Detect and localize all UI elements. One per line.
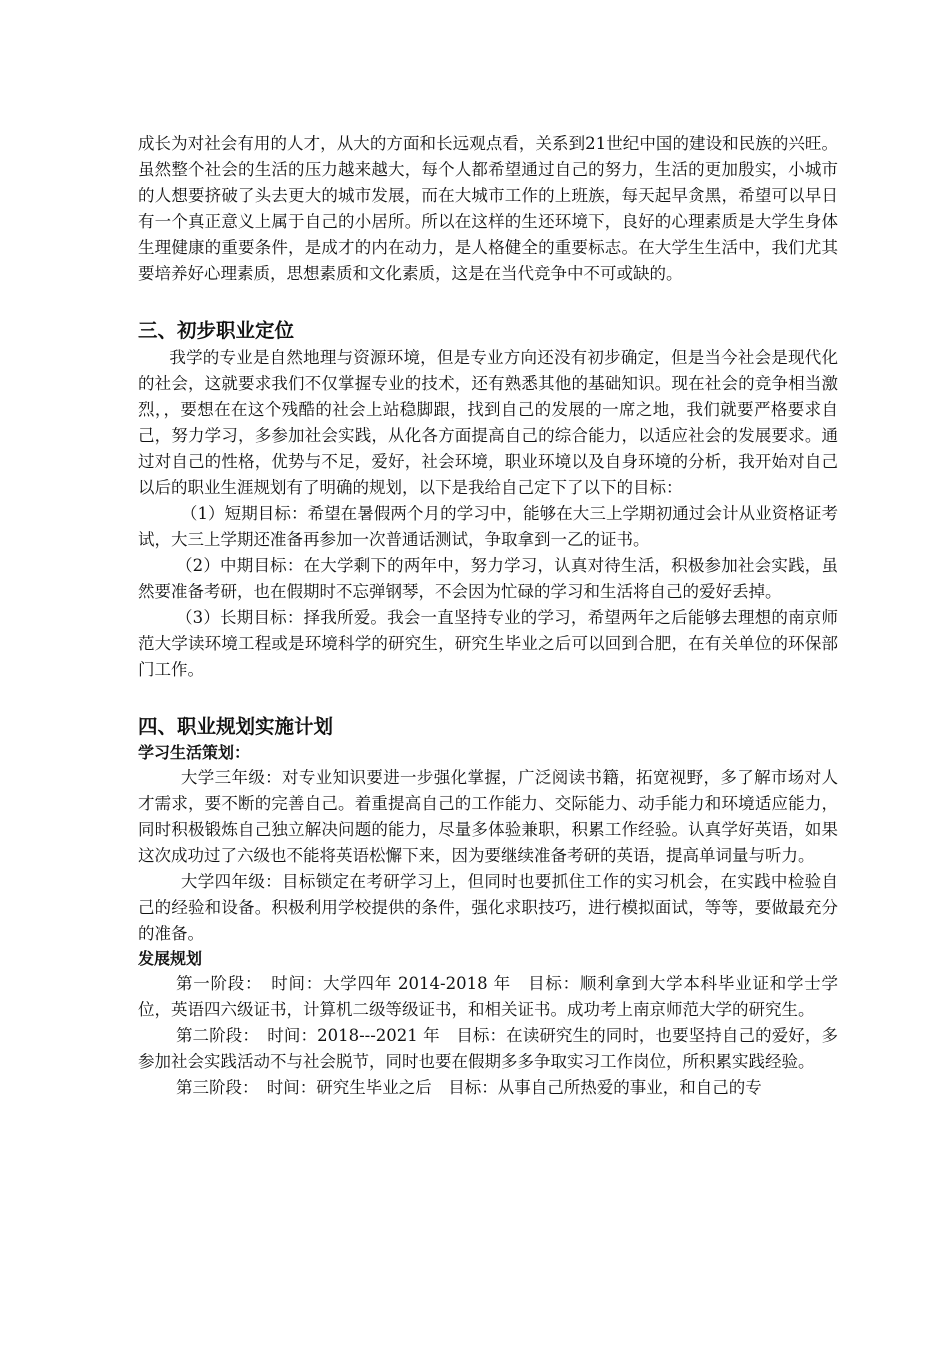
stage-three: 第三阶段： 时间：研究生毕业之后 目标：从事自己所热爱的事业，和自己的专 — [175, 1078, 762, 1097]
document-page — [138, 131, 838, 1101]
subheading-development-plan: 发展规划 — [138, 949, 203, 968]
year-three-plan: 大学三年级：对专业知识要进一步强化掌握，广泛阅读书籍，拓宽视野，多了解市场对人才需求，要不断的完善自己。着重提高自己的工作能力、交际能力、动手能力和环境适应能力，同时积极锻炼自己独立解决问题的能力，尽量多体验兼职，积累工作经验。认真学好英语，如果这次成功过了六级也不能将英语松懈下来，因为要继续准备考研的英语，提高单词量与听力。 — [138, 768, 838, 865]
long-term-goal: （3）长期目标：择我所爱。我会一直坚持专业的学习，希望两年之后能够去理想的南京师范大学读环境工程或是环境科学的研究生，研究生毕业之后可以回到合肥，在有关单位的环保部门工作。 — [138, 608, 838, 679]
stage-two: 第二阶段： 时间：2018---2021 年 目标：在读研究生的同时，也要坚持自己的爱好，多参加社会实践活动不与社会脱节，同时也要在假期多多争取实习工作岗位，所积累实践经验。 — [138, 1026, 838, 1071]
year-four-plan: 大学四年级：目标锁定在考研学习上，但同时也要抓住工作的实习机会，在实践中检验自己的经验和设备。积极利用学校提供的条件，强化求职技巧，进行模拟面试，等等，要做最充分的准备。 — [138, 872, 838, 943]
mid-term-goal: （2）中期目标：在大学剩下的两年中，努力学习，认真对待生活，积极参加社会实践，虽然要准备考研，也在假期时不忘弹钢琴，不会因为忙碌的学习和生活将自己的爱好丢掉。 — [138, 556, 838, 601]
section-heading-implementation-plan: 四、职业规划实施计划 — [138, 715, 334, 738]
intro-paragraph: 成长为对社会有用的人才，从大的方面和长远观点看，关系到21世纪中国的建设和民族的兴旺。虽然整个社会的生活的压力越来越大，每个人都希望通过自己的努力，生活的更加殷实，小城市的人想要挤破了头去更大的城市发展，而在大城市工作的上班族，每天起早贪黑，希望可以早日有一个真正意义上属于自己的小居所。所以在这样的生还环境下，良好的心理素质是大学生身体生理健康的重要条件，是成才的内在动力，是人格健全的重要标志。在大学生生活中，我们尤其要培养好心理素质，思想素质和文化素质，这是在当代竞争中不可或缺的。 — [138, 134, 838, 283]
stage-one: 第一阶段： 时间：大学四年 2014-2018 年 目标：顺利拿到大学本科毕业证和学士学位，英语四六级证书，计算机二级等级证书，和相关证书。成功考上南京师范大学的研究生。 — [138, 974, 838, 1019]
career-positioning-paragraph: 我学的专业是自然地理与资源环境，但是专业方向还没有初步确定，但是当今社会是现代化的社会，这就要求我们不仅掌握专业的技术，还有熟悉其他的基础知识。现在社会的竞争相当激烈，，要想在在这个残酷的社会上站稳脚跟，找到自己的发展的一席之地，我们就要严格要求自己，努力学习，多参加社会实践，从化各方面提高自己的综合能力，以适应社会的发展要求。通过对自己的性格，优势与不足，爱好，社会环境，职业环境以及自身环境的分析，我开始对自己以后的职业生涯规划有了明确的规划，以下是我给自己定下了以下的目标： — [138, 348, 838, 497]
subheading-study-plan: 学习生活策划： — [138, 743, 251, 762]
section-heading-career-positioning: 三、初步职业定位 — [138, 319, 295, 342]
short-term-goal: （1）短期目标：希望在暑假两个月的学习中，能够在大三上学期初通过会计从业资格证考试，大三上学期还准备再参加一次普通话测试，争取拿到一乙的证书。 — [138, 504, 838, 549]
